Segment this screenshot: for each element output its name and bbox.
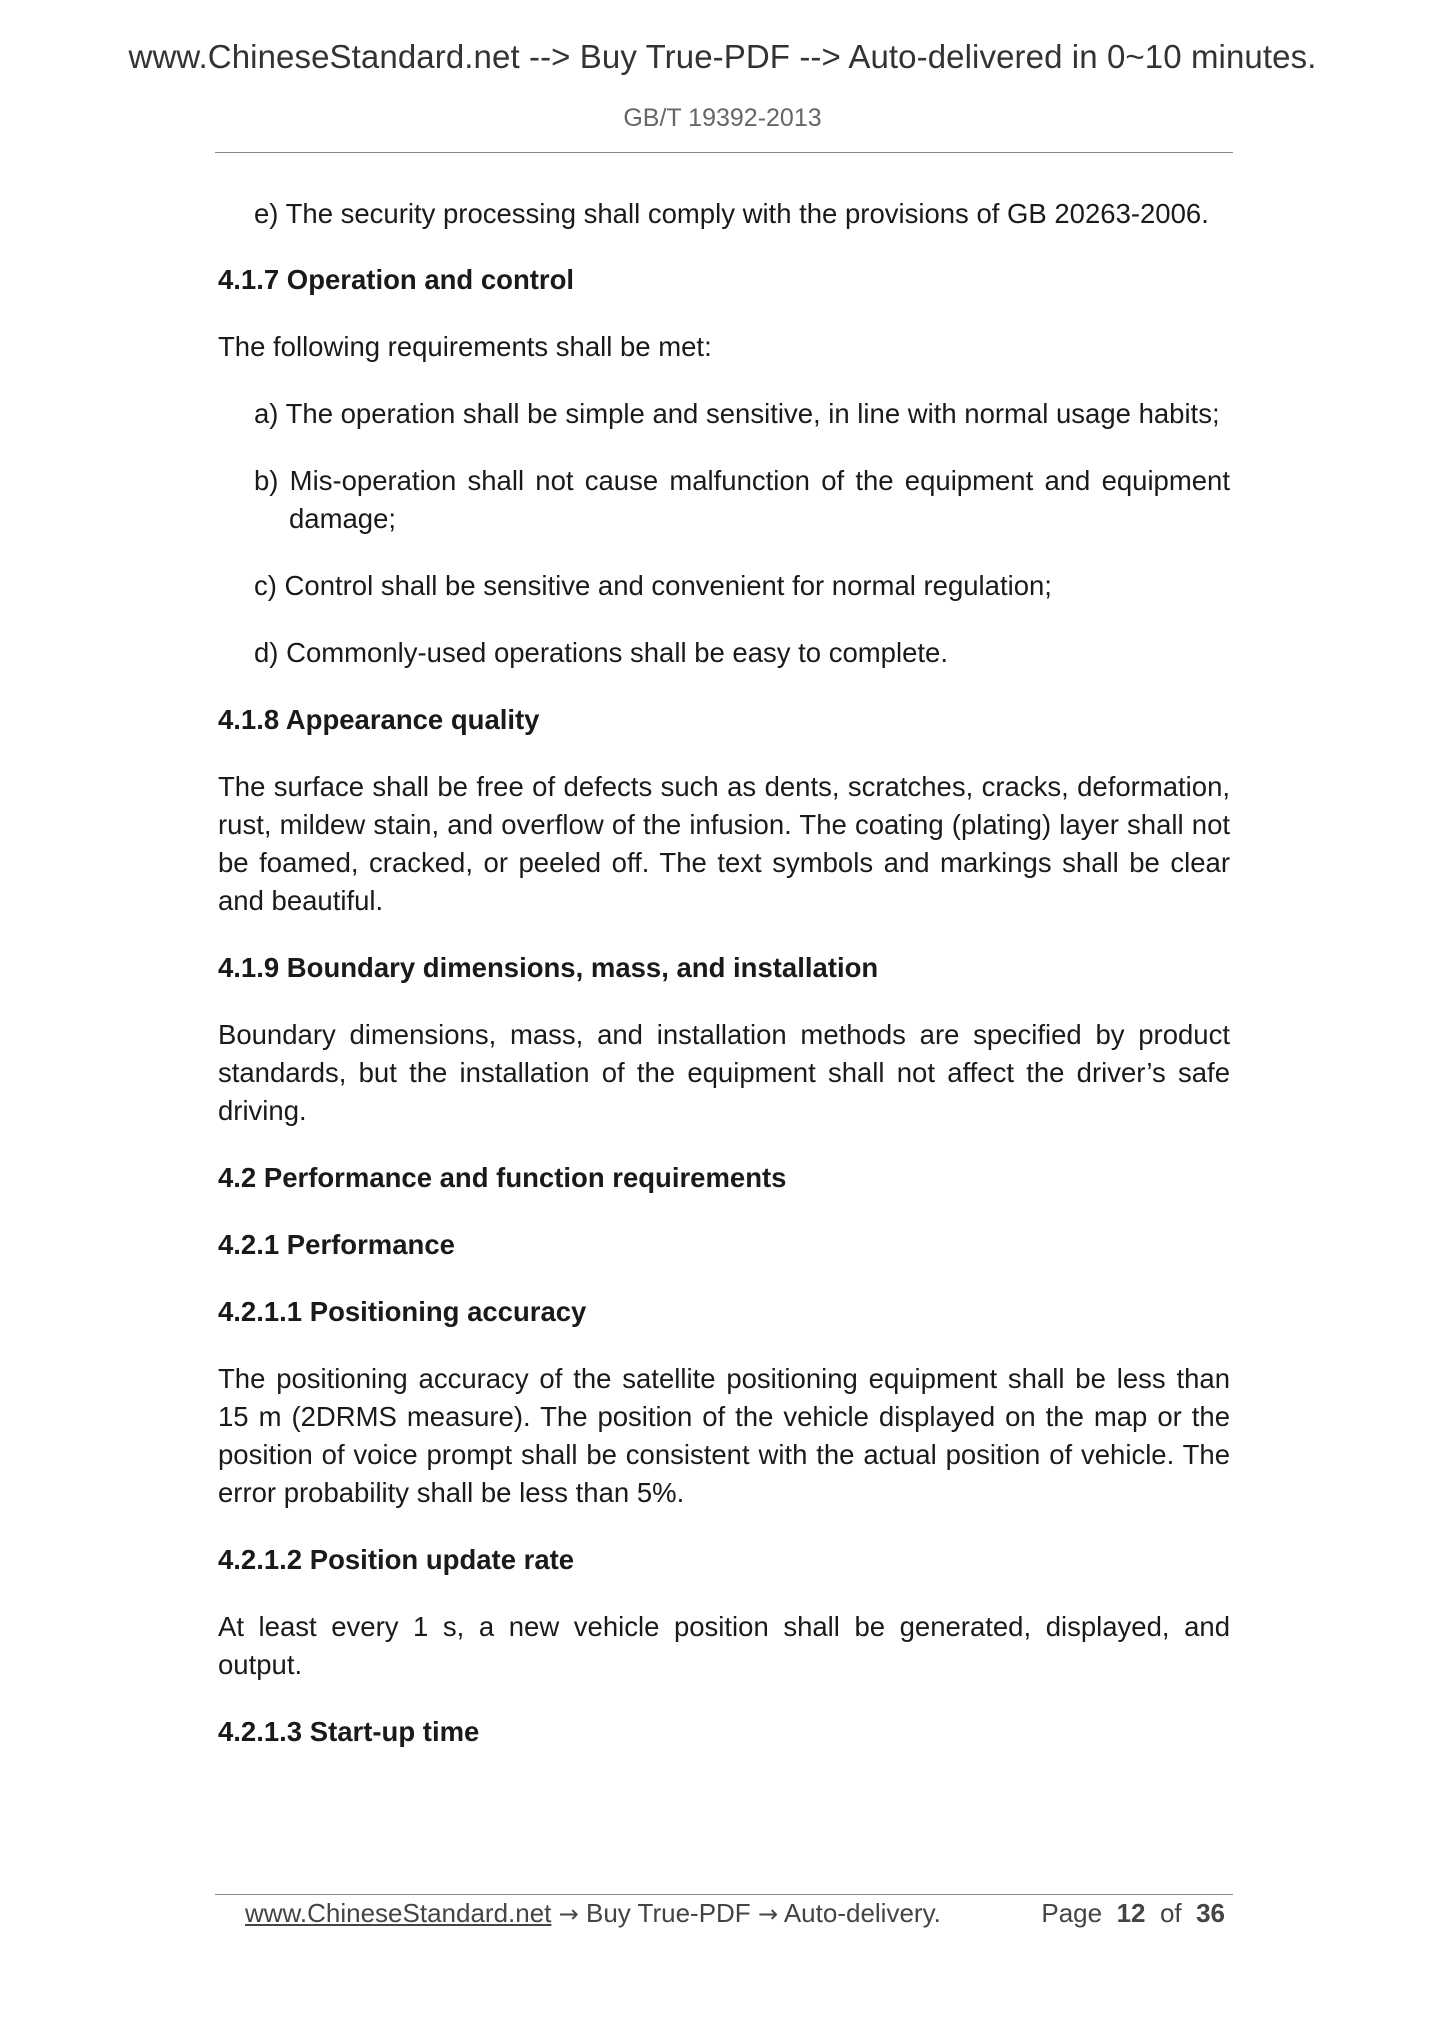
list-item-b: b) Mis-operation shall not cause malfunction of the equipment and equipment damage; <box>254 465 1230 534</box>
paragraph: The following requirements shall be met: <box>218 331 712 362</box>
list-item-e: e) The security processing shall comply with the provisions of GB 20263-2006. <box>254 198 1209 229</box>
footer-auto-text: Auto-delivery. <box>783 1898 941 1928</box>
list-item-a: a) The operation shall be simple and sensitive, in line with normal usage habits; <box>254 398 1220 429</box>
document-id: GB/T 19392-2013 <box>623 104 822 132</box>
current-page: 12 <box>1116 1898 1146 1928</box>
section-heading-4-1-8: 4.1.8 Appearance quality <box>218 704 540 735</box>
page-footer <box>245 1898 1225 1938</box>
paragraph: Boundary dimensions, mass, and installation methods are specified by product standards, but the installation of the equipment shall not affect the driver’s safe driving. <box>218 1019 1230 1126</box>
footer-divider <box>215 1894 1233 1895</box>
page-body <box>218 195 1230 1751</box>
header-divider <box>215 152 1233 153</box>
of-label: of <box>1159 1898 1182 1928</box>
list-item-c: c) Control shall be sensitive and convenient for normal regulation; <box>254 570 1052 601</box>
arrow-right-icon: → <box>757 1900 779 1928</box>
paragraph: The surface shall be free of defects such as dents, scratches, cracks, deformation, rust, mildew stain, and overflow of the infusion. The coating (plating) layer shall not be foamed, cracked, or peeled off. The text symbols and markings shall be clear and beautiful. <box>218 771 1230 916</box>
total-pages: 36 <box>1196 1898 1225 1928</box>
footer-site-link[interactable]: www.ChineseStandard.net <box>245 1898 552 1928</box>
footer-buy-text: Buy True-PDF <box>585 1898 751 1928</box>
section-heading-4-2-1-3: 4.2.1.3 Start-up time <box>218 1716 480 1747</box>
paragraph: The positioning accuracy of the satellite positioning equipment shall be less than 15 m (2DRMS measure). The position of the vehicle displayed on the map or the position of voice prompt shall be consistent with the actual position of vehicle. The error probability shall be less than 5%. <box>218 1363 1230 1508</box>
section-heading-4-1-7: 4.1.7 Operation and control <box>218 264 575 295</box>
list-item-d: d) Commonly-used operations shall be easy to complete. <box>254 637 948 668</box>
section-heading-4-2-1: 4.2.1 Performance <box>218 1229 455 1260</box>
arrow-right-icon: → <box>558 1900 579 1928</box>
page-number <box>1041 1898 1225 1929</box>
top-banner: www.ChineseStandard.net --> Buy True-PDF --> Auto-delivered in 0~10 minutes. <box>128 38 1317 75</box>
page-label: Page <box>1041 1898 1103 1928</box>
paragraph: At least every 1 s, a new vehicle position shall be generated, displayed, and output. <box>218 1611 1230 1680</box>
section-heading-4-2-1-2: 4.2.1.2 Position update rate <box>218 1544 575 1575</box>
section-heading-4-1-9: 4.1.9 Boundary dimensions, mass, and installation <box>218 952 879 983</box>
section-heading-4-2: 4.2 Performance and function requirements <box>218 1162 787 1193</box>
section-heading-4-2-1-1: 4.2.1.1 Positioning accuracy <box>218 1296 587 1327</box>
footer-promo <box>245 1898 941 1929</box>
